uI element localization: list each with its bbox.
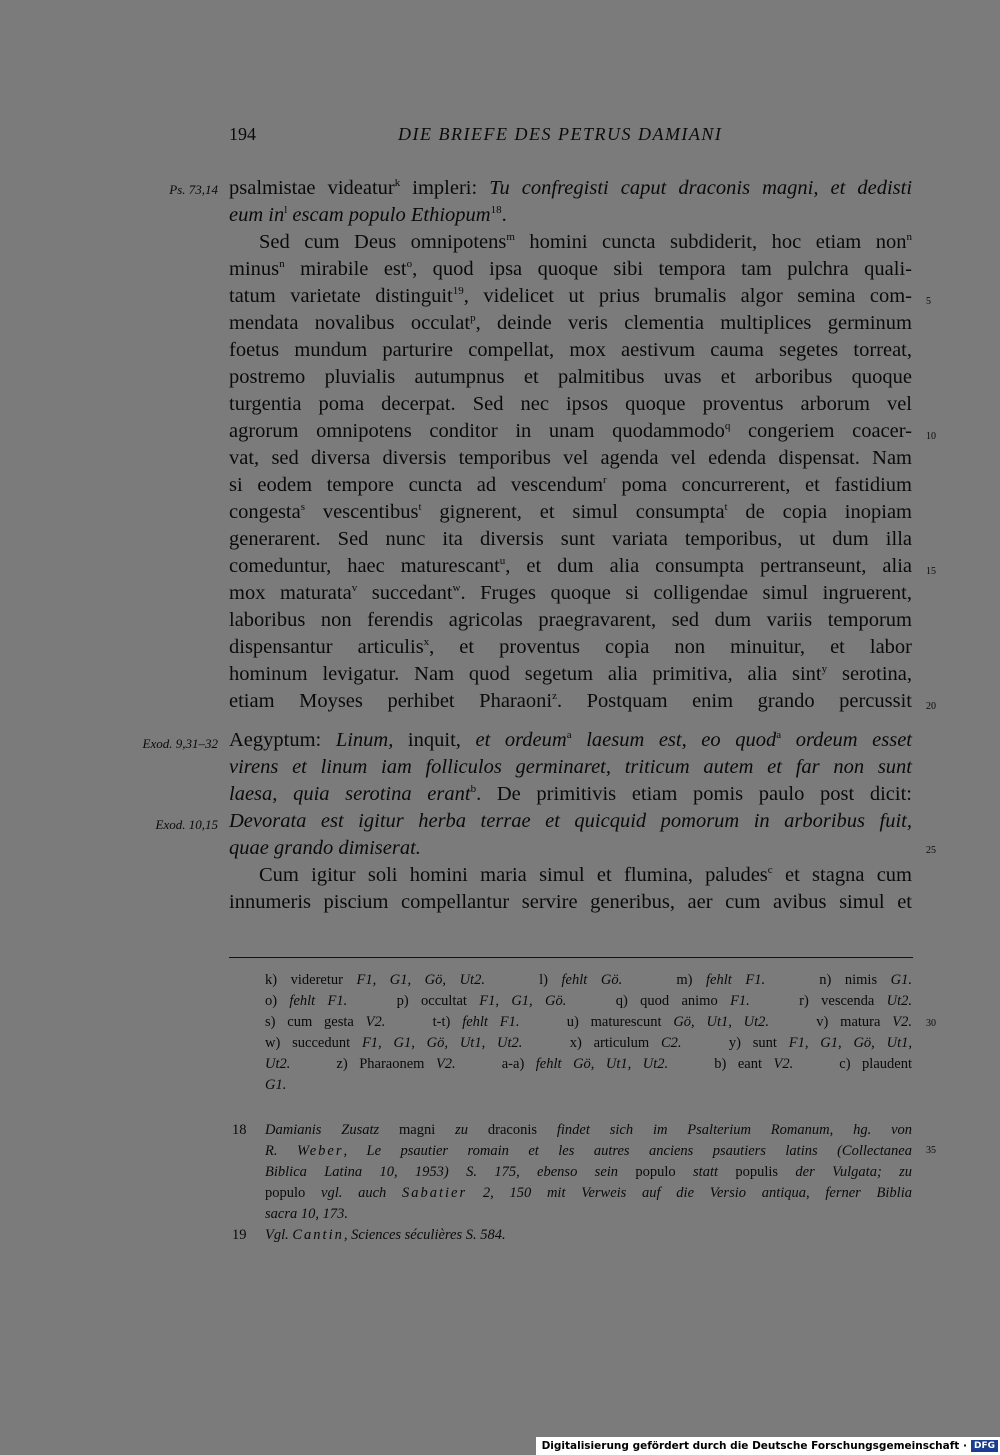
text-line: laboribus non ferendis agricolas praegravarent, sed dum variis temporum xyxy=(229,609,912,631)
note-line: Biblica Latina 10, 1953) S. 175, ebenso sein populo statt populis der Vulgata; zu xyxy=(265,1164,913,1180)
text-line: minus$^n$ mirabile est$^o$, quod ipsa quoque sibi tempora tam pulchra quali- xyxy=(229,258,912,280)
text-line: laesa, quia serotina erant$^b$. De primitivis etiam pomis paulo post dicit: xyxy=(229,783,912,805)
note-line: R. Weber, Le psautier romain et les autres anciens psautiers latins (Collectanea xyxy=(265,1143,912,1159)
note-line: populo vgl. auch Sabatier 2, 150 mit Verweis auf die Versio antiqua, ferner Biblia xyxy=(265,1185,912,1201)
apparatus-line: w) succedunt F1, G1, Gö, Ut1, Ut2. x) articulum C2. y) sunt F1, G1, Gö, Ut1, xyxy=(265,1035,912,1051)
margin-ref-exod-9: Exod. 9,31–32 xyxy=(142,736,218,751)
text-line: Sed cum Deus omnipotens$^m$ homini cuncta subdiderit, hoc etiam non$^n$ xyxy=(259,231,913,253)
note-number: 19 xyxy=(232,1227,247,1243)
text-line: eum $in^l$ escam populo Ethiopum$^{18}$. xyxy=(229,204,507,226)
dfg-banner xyxy=(536,1437,1000,1455)
text-line: Devorata est igitur herba terrae et quicquid pomorum in arboribus fuit, xyxy=(229,810,912,832)
text-line: agrorum omnipotens conditor in unam quodammodo$^q$ congeriem coacer- xyxy=(229,420,912,442)
text-line: turgentia poma decerpat. Sed nec ipsos quoque proventus arborum vel xyxy=(229,393,912,415)
text-line: postremo pluvialis autumpnus et palmitibus uvas et arboribus quoque xyxy=(229,366,912,388)
text-line: etiam Moyses perhibet Pharaoni$^z$. Postquam enim grando percussit xyxy=(229,690,913,712)
text-line: hominum levigatur. Nam quod segetum alia primitiva, alia sint$^y$ serotina, xyxy=(229,663,912,685)
text-line: psalmistae videatur$^k$ impleri: Tu confregisti caput draconis magni, et dedisti xyxy=(229,177,913,199)
line-number: 20 xyxy=(926,701,936,712)
line-number: 5 xyxy=(926,296,931,307)
text-line: si eodem tempore cuncta ad vescendum$^r$ poma concurrerent, et fastidium xyxy=(229,474,912,496)
apparatus-line: k) videretur F1, G1, Gö, Ut2. l) fehlt Gö. m) fehlt F1. n) nimis G1. xyxy=(265,972,913,988)
page-number: 194 xyxy=(229,124,256,144)
line-number: 10 xyxy=(926,431,936,442)
text-line: foetus mundum parturire compellat, mox aestivum cauma segetes torreat, xyxy=(229,339,912,361)
note-number: 18 xyxy=(232,1122,247,1138)
text-line: Aegyptum: Linum, inquit, et ordeum$^a$ laesum est, eo quod$^a$ ordeum esset xyxy=(229,729,912,751)
text-line: virens et linum iam folliculos germinaret, triticum autem et far non sunt xyxy=(229,756,912,778)
text-line: comeduntur, haec maturescant$^u$, et dum alia consumpta pertranseunt, alia xyxy=(229,555,912,577)
banner-text: Digitalisierung gefördert durch die Deutsche Forschungsgemeinschaft · xyxy=(541,1440,967,1452)
text-line: innumeris piscium compellantur servire generibus, aer cum avibus simul et xyxy=(229,891,912,913)
footnote-divider xyxy=(229,957,913,958)
text-line: dispensantur articulis$^x$, et proventus copia non minuitur, et labor xyxy=(229,636,912,658)
text-line: generarent. Sed nunc ita diversis sunt variata temporibus, ut dum illa xyxy=(229,528,912,550)
apparatus-line: G1. xyxy=(265,1077,287,1093)
margin-ref-ps: Ps. 73,14 xyxy=(169,182,218,197)
apparatus-line: o) fehlt F1. p) occultat F1, G1, Gö. q) quod animo F1. r) vescenda Ut2. xyxy=(265,993,912,1009)
note-line: sacra 10, 173. xyxy=(265,1206,348,1222)
note-line: Damianis Zusatz magni zu draconis findet sich im Psalterium Romanum, hg. von xyxy=(265,1122,912,1138)
text-line: Cum igitur soli homini maria simul et flumina, paludes$^c$ et stagna cum xyxy=(259,864,912,886)
text-line: quae grando dimiserat. xyxy=(229,837,421,859)
text-line: congesta$^s$ vescentibus$^t$ gignerent, et simul consumpta$^t$ de copia inopiam xyxy=(229,501,912,523)
line-number: 15 xyxy=(926,566,936,577)
text-line: mendata novalibus occulat$^p$, deinde veris clementia multiplices germinum xyxy=(229,312,913,334)
line-number: 30 xyxy=(926,1018,936,1029)
dfg-logo: DFG xyxy=(971,1440,998,1452)
line-number: 25 xyxy=(926,845,936,856)
note-line: Vgl. Cantin, Sciences séculières S. 584. xyxy=(265,1227,506,1243)
text-line: tatum varietate distinguit$^{19}$, videlicet ut prius brumalis algor semina com- xyxy=(229,285,913,307)
line-number: 35 xyxy=(926,1145,936,1156)
apparatus-line: s) cum gesta V2. t-t) fehlt F1. u) maturescunt Gö, Ut1, Ut2. v) matura V2. xyxy=(265,1014,912,1030)
margin-ref-exod-10: Exod. 10,15 xyxy=(155,817,218,832)
apparatus-line: Ut2. z) Pharaonem V2. a-a) fehlt Gö, Ut1, Ut2. b) eant V2. c) plaudent xyxy=(265,1056,912,1072)
text-line: vat, sed diversa diversis temporibus vel agenda vel edenda dispensat. Nam xyxy=(229,447,912,469)
text-line: mox maturata$^v$ succedant$^w$. Fruges quoque si colligendae simul ingruerent, xyxy=(229,582,912,604)
running-title: DIE BRIEFE DES PETRUS DAMIANI xyxy=(398,124,723,144)
